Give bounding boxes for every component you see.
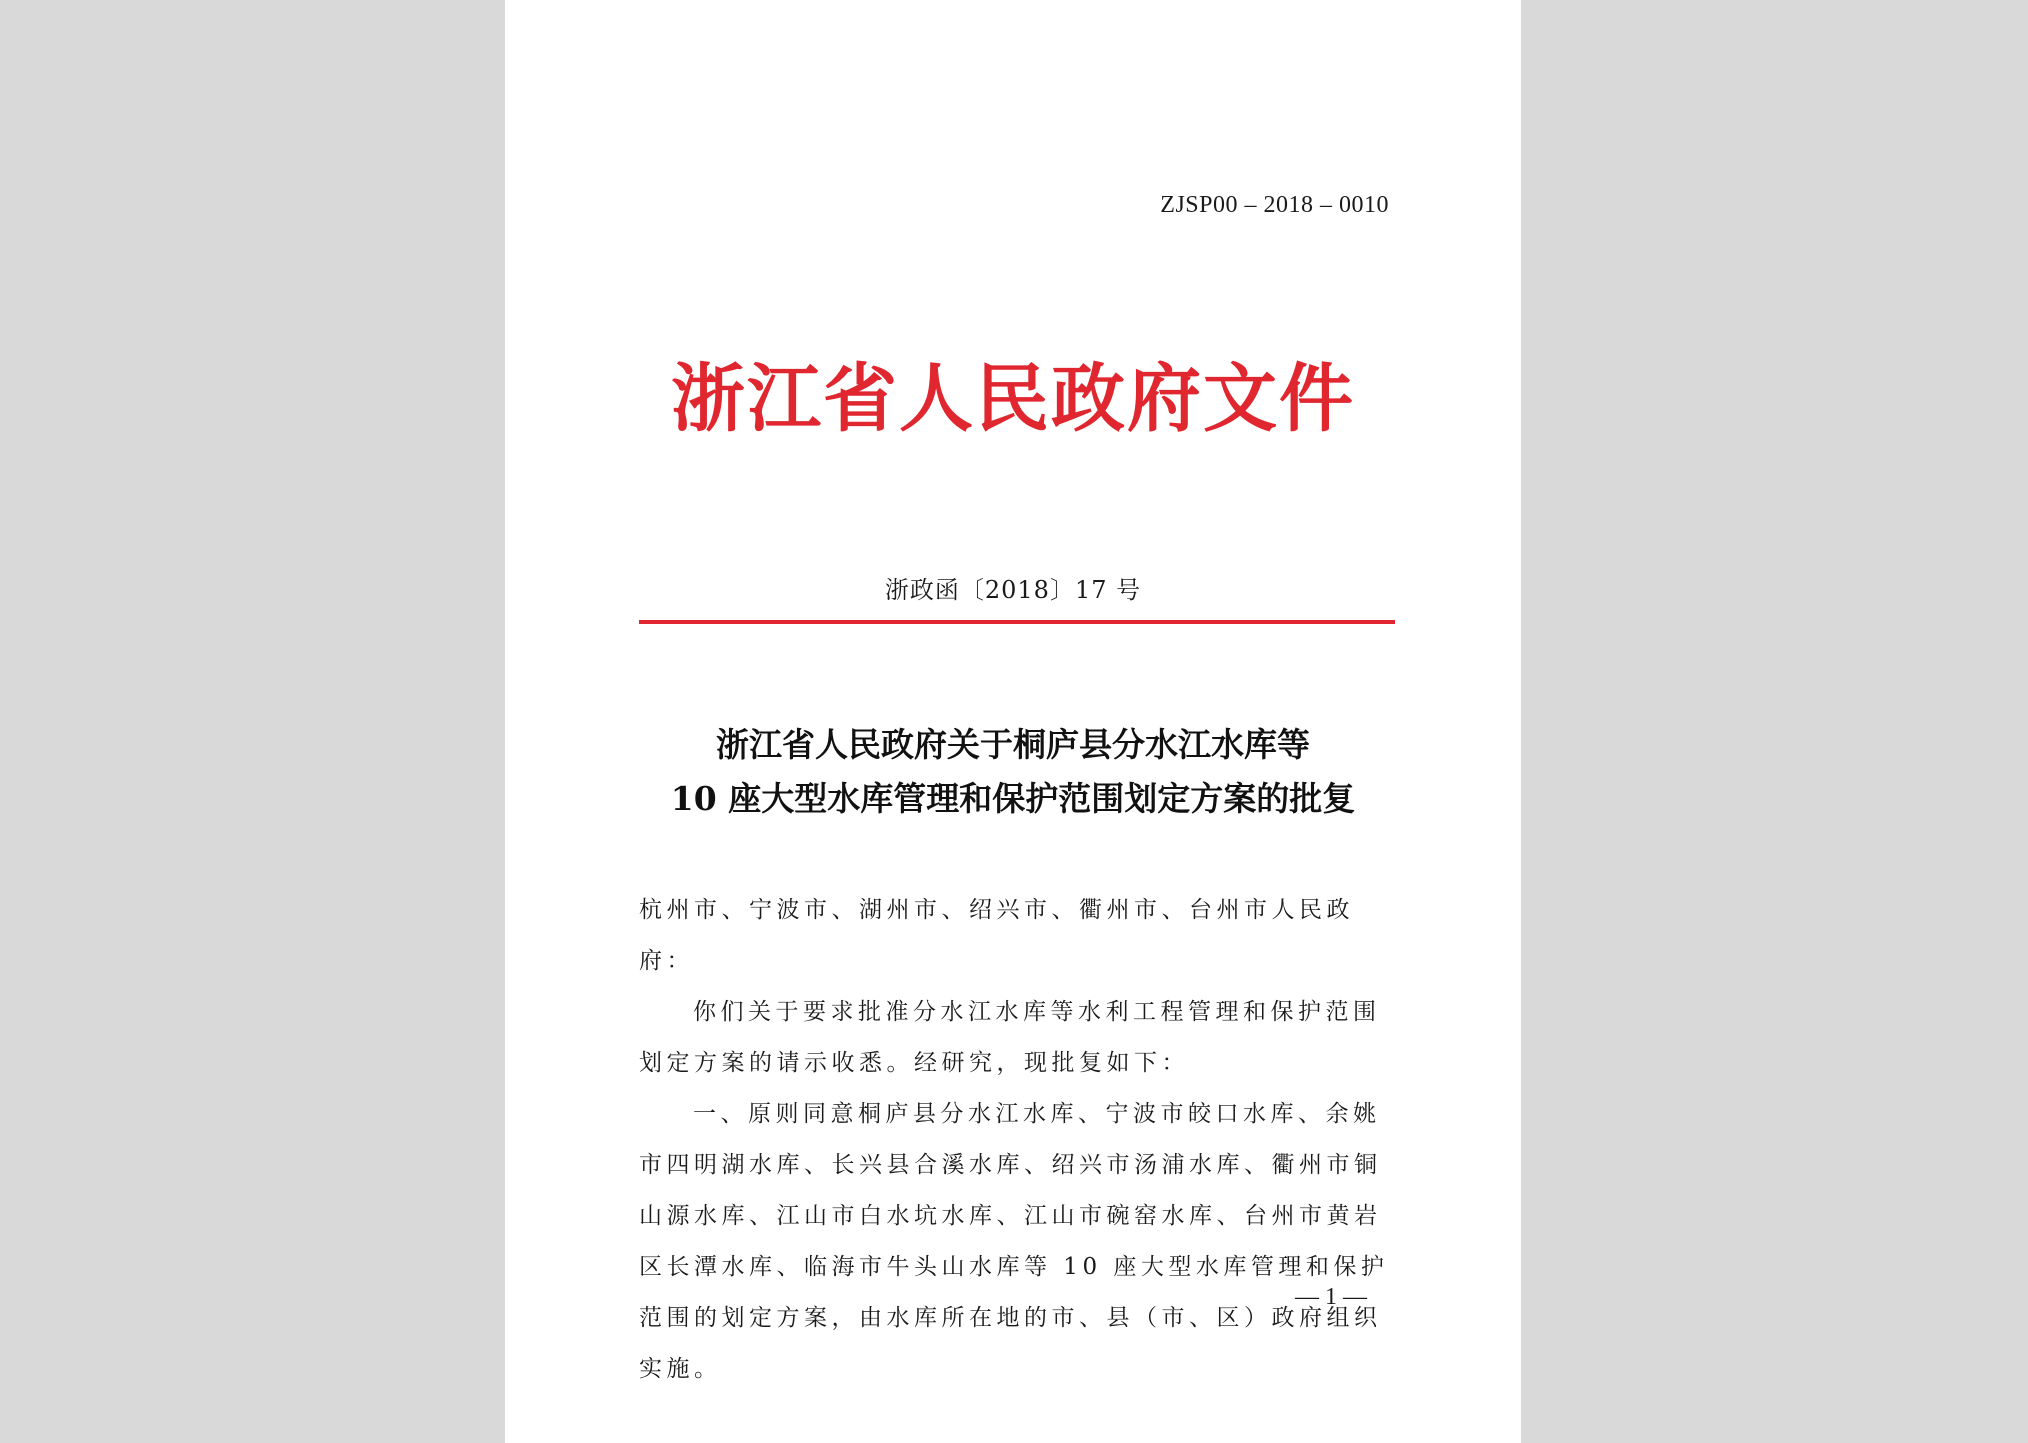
red-separator-line: [639, 620, 1395, 624]
body-paragraph-1: 你们关于要求批准分水江水库等水利工程管理和保护范围划定方案的请示收悉。经研究，现批复如下：: [639, 999, 1381, 1076]
document-number: 浙政函〔2018〕17 号: [884, 576, 1142, 604]
document-title: [505, 718, 1521, 826]
addressees: 杭州市、宁波市、湖州市、绍兴市、衢州市、台州市人民政府：: [639, 897, 1354, 974]
page-number: — 1 —: [1295, 1284, 1367, 1310]
title-line-1: 浙江省人民政府关于桐庐县分水江水库等: [716, 725, 1310, 764]
title-line-2: 10 座大型水库管理和保护范围划定方案的批复: [670, 779, 1356, 818]
body-paragraph-2: 一、原则同意桐庐县分水江水库、宁波市皎口水库、余姚市四明湖水库、长兴县合溪水库、绍兴市汤浦水库、衢州市铜山源水库、江山市白水坑水库、江山市碗窑水库、台州市黄岩区长潭水库、临海市牛头山水库等 10 座大型水库管理和保护范围的划定方案，由水库所在地的市、县（市、区）政府组织实施。: [639, 1101, 1389, 1382]
document-page: [505, 0, 1521, 1443]
document-body: [639, 885, 1395, 1395]
issuing-authority-masthead: 浙江省人民政府文件: [671, 356, 1355, 442]
document-id: ZJSP00 – 2018 – 0010: [1160, 192, 1389, 218]
